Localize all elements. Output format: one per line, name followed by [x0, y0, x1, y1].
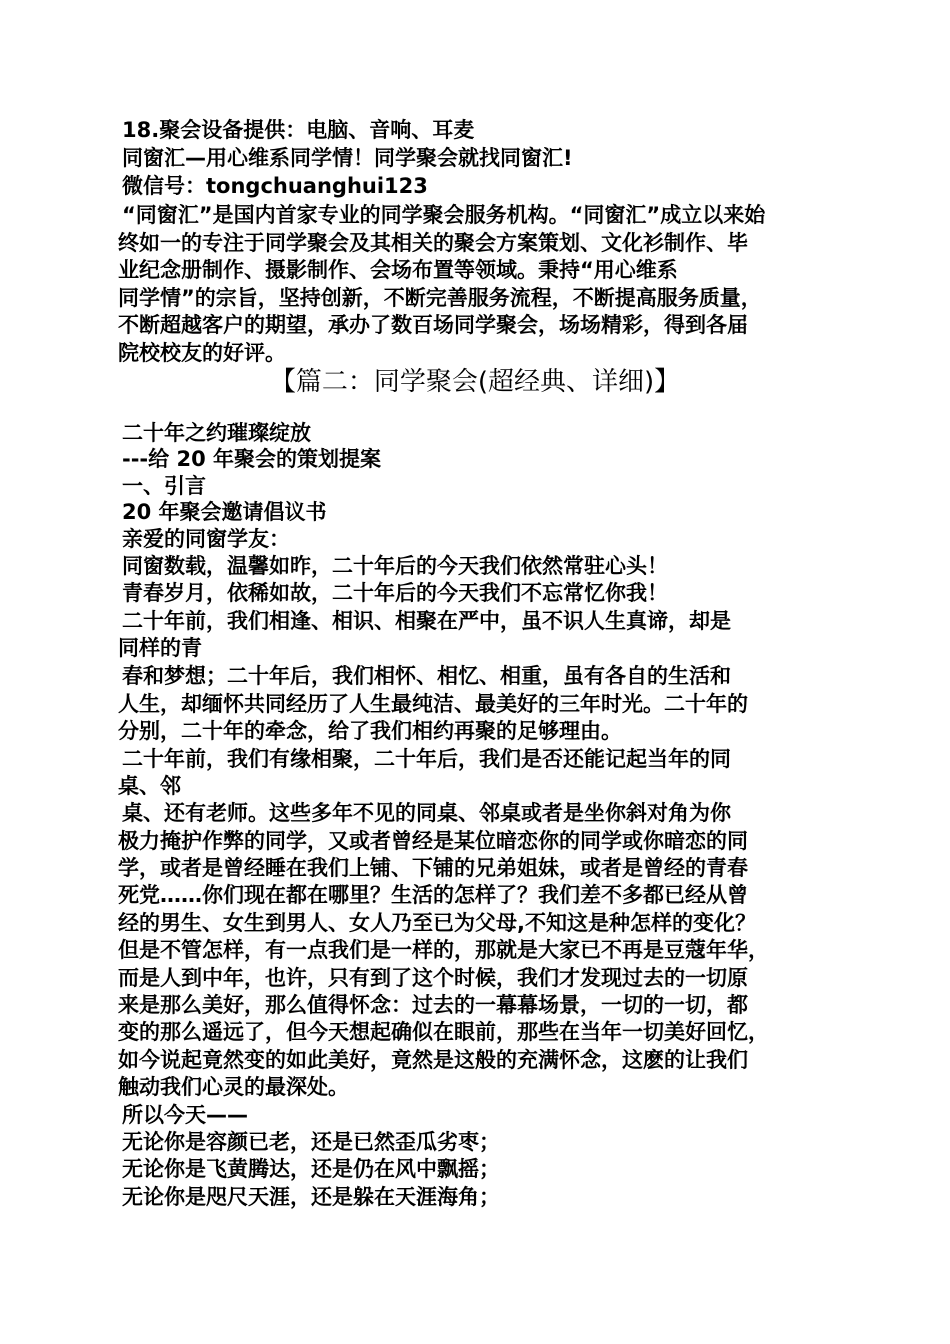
body-line: 极力掩护作弊的同学，又或者曾经是某位暗恋你的同学或你暗恋的同	[118, 829, 748, 853]
body-line: 经的男生、女生到男人、女人乃至已为父母,不知这是种怎样的变化？	[118, 911, 756, 935]
body-line: 春和梦想；二十年后，我们相怀、相忆、相重，虽有各自的生活和	[122, 664, 731, 688]
body-line: 无论你是容颜已老，还是已然歪瓜劣枣；	[122, 1130, 500, 1154]
body-line: 桌、还有老师。这些多年不见的同桌、邻桌或者是坐你斜对角为你	[122, 801, 731, 825]
body-line: 青春岁月，依稀如故，二十年后的今天我们不忘常忆你我！	[122, 581, 668, 605]
body-line: 变的那么遥远了，但今天想起确似在眼前，那些在当年一切美好回忆，	[118, 1020, 769, 1044]
body-line: 而是人到中年，也许，只有到了这个时候，我们才发现过去的一切原	[118, 966, 748, 990]
body-line: 桌、邻	[118, 774, 181, 798]
proposal-title: 二十年之约璀璨绽放	[122, 421, 311, 445]
slogan-line: 同窗汇—用心维系同学情！同学聚会就找同窗汇!	[122, 146, 573, 170]
body-line: 学，或者是曾经睡在我们上铺、下铺的兄弟姐妹，或者是曾经的青春	[118, 856, 748, 880]
body-line: 二十年前，我们相逢、相识、相聚在严中，虽不识人生真谛，却是	[122, 609, 731, 633]
body-line: 如今说起竟然变的如此美好，竟然是这般的充满怀念，这麽的让我们	[118, 1048, 748, 1072]
body-line: 触动我们心灵的最深处。	[118, 1075, 349, 1099]
body-line: 人生，却缅怀共同经历了人生最纯洁、最美好的三年时光。二十年的	[118, 692, 748, 716]
body-line: 分别，二十年的牵念，给了我们相约再聚的足够理由。	[118, 719, 622, 743]
body-line: 同窗数载，温馨如昨，二十年后的今天我们依然常驻心头！	[122, 554, 668, 578]
section-heading: 【篇二：同学聚会(超经典、详细)】	[269, 367, 681, 397]
intro-paragraph-line: 终如一的专注于同学聚会及其相关的聚会方案策划、文化衫制作、毕	[118, 231, 748, 255]
body-line: 死党……你们现在都在哪里？生活的怎样了？我们差不多都已经从曾	[118, 883, 748, 907]
body-line: 同样的青	[118, 636, 202, 660]
body-line: 所以今天——	[122, 1103, 248, 1127]
section-title-intro: 一、引言	[122, 474, 206, 498]
body-line: 二十年前，我们有缘相聚，二十年后，我们是否还能记起当年的同	[122, 747, 731, 771]
intro-paragraph-line: 不断超越客户的期望，承办了数百场同学聚会，场场精彩，得到各届	[118, 313, 748, 337]
intro-paragraph-line: 同学情”的宗旨，坚持创新，不断完善服务流程，不断提高服务质量，	[118, 286, 762, 310]
salutation: 亲爱的同窗学友：	[122, 527, 290, 551]
intro-paragraph-line: 院校校友的好评。	[118, 341, 286, 365]
wechat-line: 微信号：tongchuanghui123	[122, 174, 428, 198]
invitation-title: 20 年聚会邀请倡议书	[122, 500, 327, 524]
proposal-subtitle: ---给 20 年聚会的策划提案	[122, 447, 381, 471]
body-line: 无论你是咫尺天涯，还是躲在天涯海角；	[122, 1185, 500, 1209]
intro-paragraph-line: 业纪念册制作、摄影制作、会场布置等领域。秉持“用心维系	[118, 258, 678, 282]
equipment-line: 18.聚会设备提供：电脑、音响、耳麦	[122, 118, 475, 142]
intro-paragraph-line: “同窗汇”是国内首家专业的同学聚会服务机构。“同窗汇”成立以来始	[122, 203, 766, 227]
body-line: 但是不管怎样，有一点我们是一样的，那就是大家已不再是豆蔻年华，	[118, 938, 769, 962]
body-line: 无论你是飞黄腾达，还是仍在风中飘摇；	[122, 1157, 500, 1181]
body-line: 来是那么美好，那么值得怀念：过去的一幕幕场景，一切的一切，都	[118, 993, 748, 1017]
